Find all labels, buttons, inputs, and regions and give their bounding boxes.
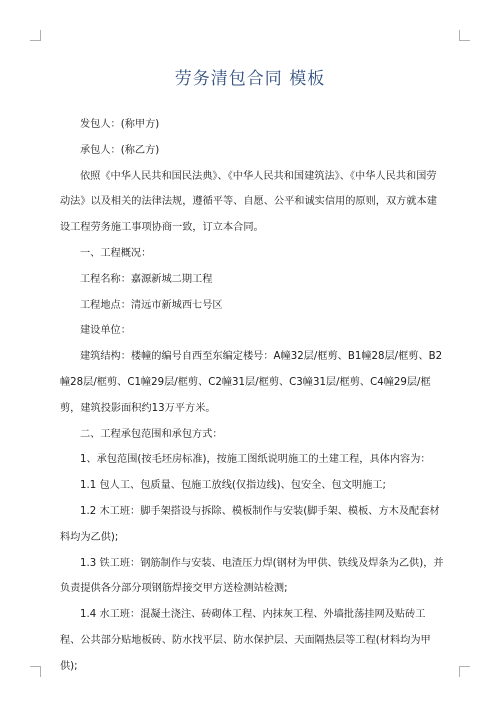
paragraph: 建筑结构：楼幢的编号自西至东编定楼号：A幢32层/框剪、B1幢28层/框剪、B2幢28层/框剪、C1幢29层/框剪、C2幢31层/框剪、C3幢31层/框剪、C4幢29层/框剪，建筑投影面积约13万平方米。 (60, 351, 443, 414)
paragraph: 工程名称：嘉源新城二期工程 (80, 273, 213, 285)
page-corner-mark (30, 666, 41, 677)
paragraph: 1.2 木工班：脚手架搭设与拆除、模板制作与安装(脚手架、模板、方木及配套材料均为乙供); (60, 505, 440, 543)
document-body (60, 112, 445, 680)
paragraph: 1.3 铁工班：钢筋制作与安装、电渣压力焊(钢材为甲供、铁线及焊条为乙供)，并负责提供各分部分项钢筋焊接交甲方送检测站检测; (60, 557, 444, 595)
paragraph: 承包人：(称乙方) (80, 144, 160, 156)
paragraph: 1.4 水工班：混凝土浇注、砖砌体工程、内抹灰工程、外墙批荡挂网及贴砖工程、公共部分贴地板砖、防水找平层、防水保护层、天面隔热层等工程(材料均为甲供); (60, 609, 431, 672)
page-corner-mark (459, 666, 470, 677)
paragraph: 一、工程概况： (80, 247, 152, 259)
page-corner-mark (459, 30, 470, 41)
document-title: 劳务清包合同 模板 (174, 69, 326, 89)
paragraph: 依照《中华人民共和国民法典》、《中华人民共和国建筑法》、《中华人民共和国劳动法》以及相关的法律法规，遵循平等、自愿、公平和诚实信用的原则，双方就本建设工程劳务施工事项协商一致，订立本合同。 (60, 170, 437, 234)
paragraph: 工程地点：清远市新城西七号区 (80, 299, 223, 311)
paragraph: 发包人：(称甲方) (80, 119, 160, 130)
paragraph: 1.1 包人工、包质量、包施工放线(仅指边线)、包安全、包文明施工; (80, 480, 386, 492)
page-corner-mark (30, 30, 41, 41)
paragraph: 建设单位： (80, 325, 131, 337)
paragraph: 二、工程承包范围和承包方式： (80, 428, 223, 440)
paragraph: 1、承包范围(按毛坯房标准)，按施工图纸说明施工的土建工程，具体内容为： (80, 454, 431, 466)
